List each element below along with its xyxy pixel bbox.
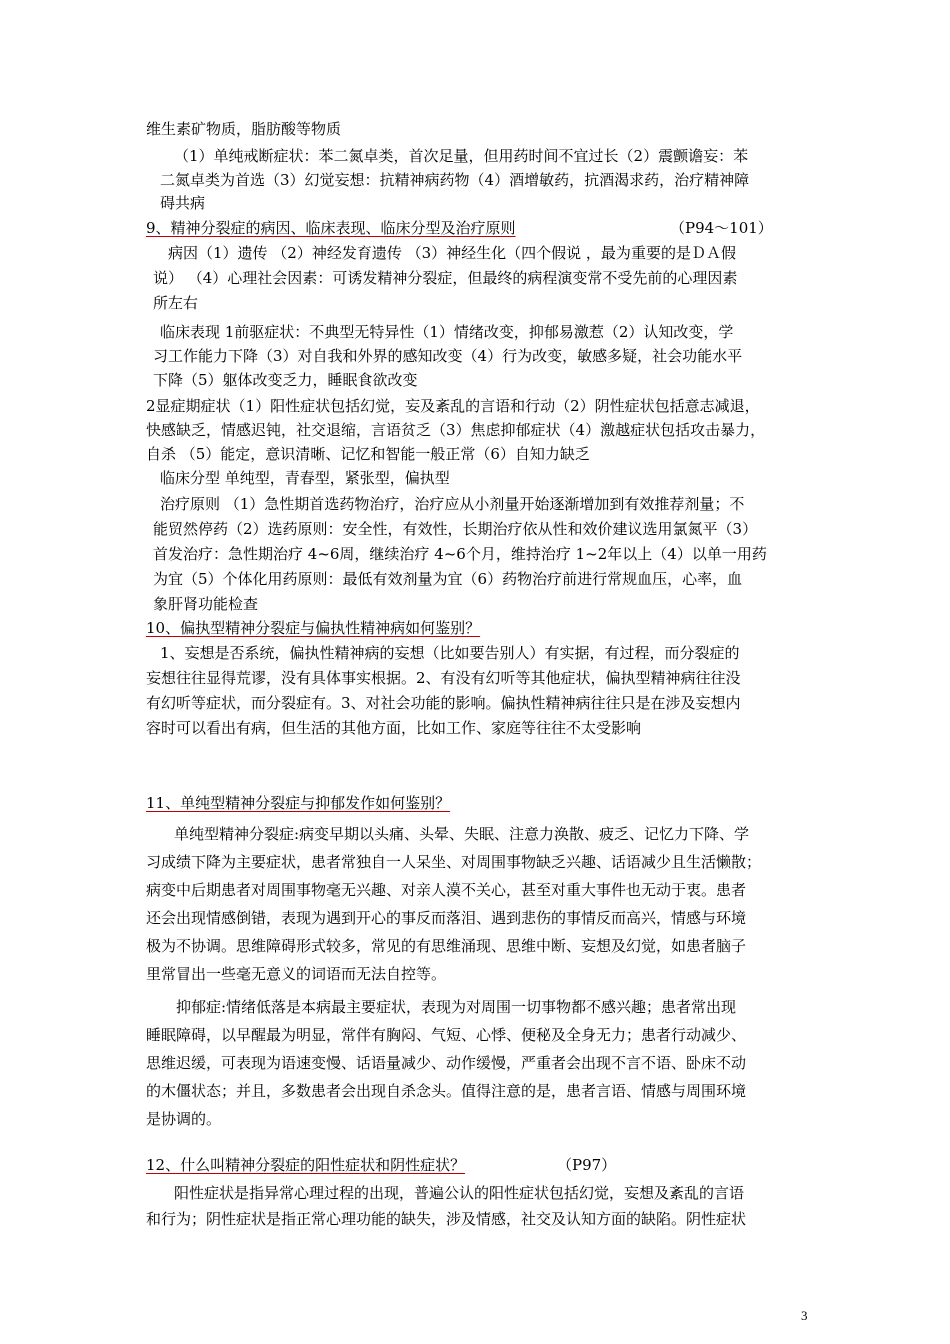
question-heading-12: 12、什么叫精神分裂症的阳性症状和阴性症状？	[146, 1156, 466, 1174]
text-line: 习工作能力下降（3）对自我和外界的感知改变（4）行为改变，敏感多疑，社会功能水平	[153, 347, 743, 365]
page-number: 3	[801, 1308, 808, 1323]
text-line: 碍共病	[160, 194, 206, 212]
text-line: （1）单纯戒断症状：苯二氮卓类，首次足量，但用药时间不宜过长（2）震颤谵妄：苯	[174, 147, 749, 165]
question-heading-9: 9、精神分裂症的病因、临床表现、临床分型及治疗原则	[146, 219, 516, 237]
question-heading-11: 11、单纯型精神分裂症与抑郁发作如何鉴别？	[146, 794, 451, 812]
text-line: 病因（1）遗传 （2）神经发育遗传 （3）神经生化（四个假说 ，最为重要的是ＤＡ假	[168, 244, 736, 262]
text-line: 习成绩下降为主要症状，患者常独自一人呆坐、对周围事物缺乏兴趣、话语减少且生活懒散；	[146, 853, 762, 871]
page-reference: （P94～101）	[670, 219, 773, 237]
text-line: 极为不协调。思维障碍形式较多，常见的有思维涌现、思维中断、妄想及幻觉，如患者脑子	[146, 937, 747, 955]
text-line: 能贸然停药（2）选药原则：安全性，有效性，长期治疗依从性和效价建议选用氯氮平（3）	[153, 520, 758, 538]
text-line: 还会出现情感倒错，表现为遇到开心的事反而落泪、遇到悲伤的事情反而高兴，情感与环境	[146, 909, 747, 927]
text-line: 的木僵状态；并且，多数患者会出现自杀念头。值得注意的是，患者言语、情感与周围环境	[146, 1082, 747, 1100]
text-line: 病变中后期患者对周围事物毫无兴趣、对亲人漠不关心，甚至对重大事件也无动于衷。患者	[146, 881, 747, 899]
text-line: 2显症期症状（1）阳性症状包括幻觉，妄及紊乱的言语和行动（2）阴性症状包括意志减退，	[146, 397, 760, 415]
text-line: 临床表现 1前驱症状：不典型无特异性（1）情绪改变，抑郁易激惹（2）认知改变，学	[160, 323, 734, 341]
text-line: 1、妄想是否系统，偏执性精神病的妄想（比如要告别人）有实据，有过程，而分裂症的	[160, 644, 740, 662]
text-line: 单纯型精神分裂症:病变早期以头痛、头晕、失眠、注意力涣散、疲乏、记忆力下降、学	[174, 825, 750, 843]
text-line: 临床分型 单纯型，青春型，紧张型，偏执型	[160, 469, 450, 487]
text-line: 象肝肾功能检查	[153, 595, 259, 613]
text-line: 思维迟缓，可表现为语速变慢、话语量减少、动作缓慢，严重者会出现不言不语、卧床不动	[146, 1054, 747, 1072]
text-line: 有幻听等症状，而分裂症有。3、对社会功能的影响。偏执性精神病往往只是在涉及妄想内	[146, 694, 741, 712]
text-line: 是协调的。	[146, 1110, 222, 1128]
text-line: 和行为；阴性症状是指正常心理功能的缺失，涉及情感，社交及认知方面的缺陷。阴性症状	[146, 1210, 747, 1228]
question-heading-10: 10、偏执型精神分裂症与偏执性精神病如何鉴别？	[146, 619, 481, 637]
page-reference: （P97）	[557, 1156, 617, 1174]
text-line: 睡眠障碍，以早醒最为明显，常伴有胸闷、气短、心悸、便秘及全身无力；患者行动减少、	[146, 1026, 747, 1044]
text-line: 里常冒出一些毫无意义的词语而无法自控等。	[146, 965, 447, 983]
text-line: 首发治疗：急性期治疗 4~6周，继续治疗 4~6个月，维持治疗 1~2年以上（4）以单一用药	[153, 545, 767, 563]
text-line: 所左右	[153, 294, 199, 312]
text-line: 维生素矿物质，脂肪酸等物质	[146, 120, 342, 138]
text-line: 妄想往往显得荒谬，没有具体事实根据。2、有没有幻听等其他症状，偏执型精神病往往没	[146, 669, 741, 687]
text-line: 抑郁症:情绪低落是本病最主要症状，表现为对周围一切事物都不感兴趣；患者常出现	[176, 998, 737, 1016]
text-line: 阳性症状是指异常心理过程的出现，普遍公认的阳性症状包括幻觉，妄想及紊乱的言语	[174, 1184, 745, 1202]
text-line: 为宜（5）个体化用药原则：最低有效剂量为宜（6）药物治疗前进行常规血压，心率，血	[153, 570, 743, 588]
text-line: 治疗原则 （1）急性期首选药物治疗，治疗应从小剂量开始逐渐增加到有效推荐剂量；不	[160, 495, 745, 513]
text-line: 容时可以看出有病，但生活的其他方面，比如工作、家庭等往往不太受影响	[146, 719, 642, 737]
text-line: 下降（5）躯体改变乏力，睡眠食欲改变	[153, 371, 418, 389]
text-line: 二氮卓类为首选（3）幻觉妄想：抗精神病药物（4）酒增敏药，抗酒渴求药，治疗精神障	[160, 171, 750, 189]
text-line: 说） （4）心理社会因素：可诱发精神分裂症，但最终的病程演变常不受先前的心理因素	[153, 269, 738, 287]
text-line: 快感缺乏，情感迟钝，社交退缩，言语贫乏（3）焦虑抑郁症状（4）激越症状包括攻击暴力，	[146, 421, 766, 439]
text-line: 自杀 （5）能定，意识清晰、记忆和智能一般正常（6）自知力缺乏	[146, 445, 590, 463]
